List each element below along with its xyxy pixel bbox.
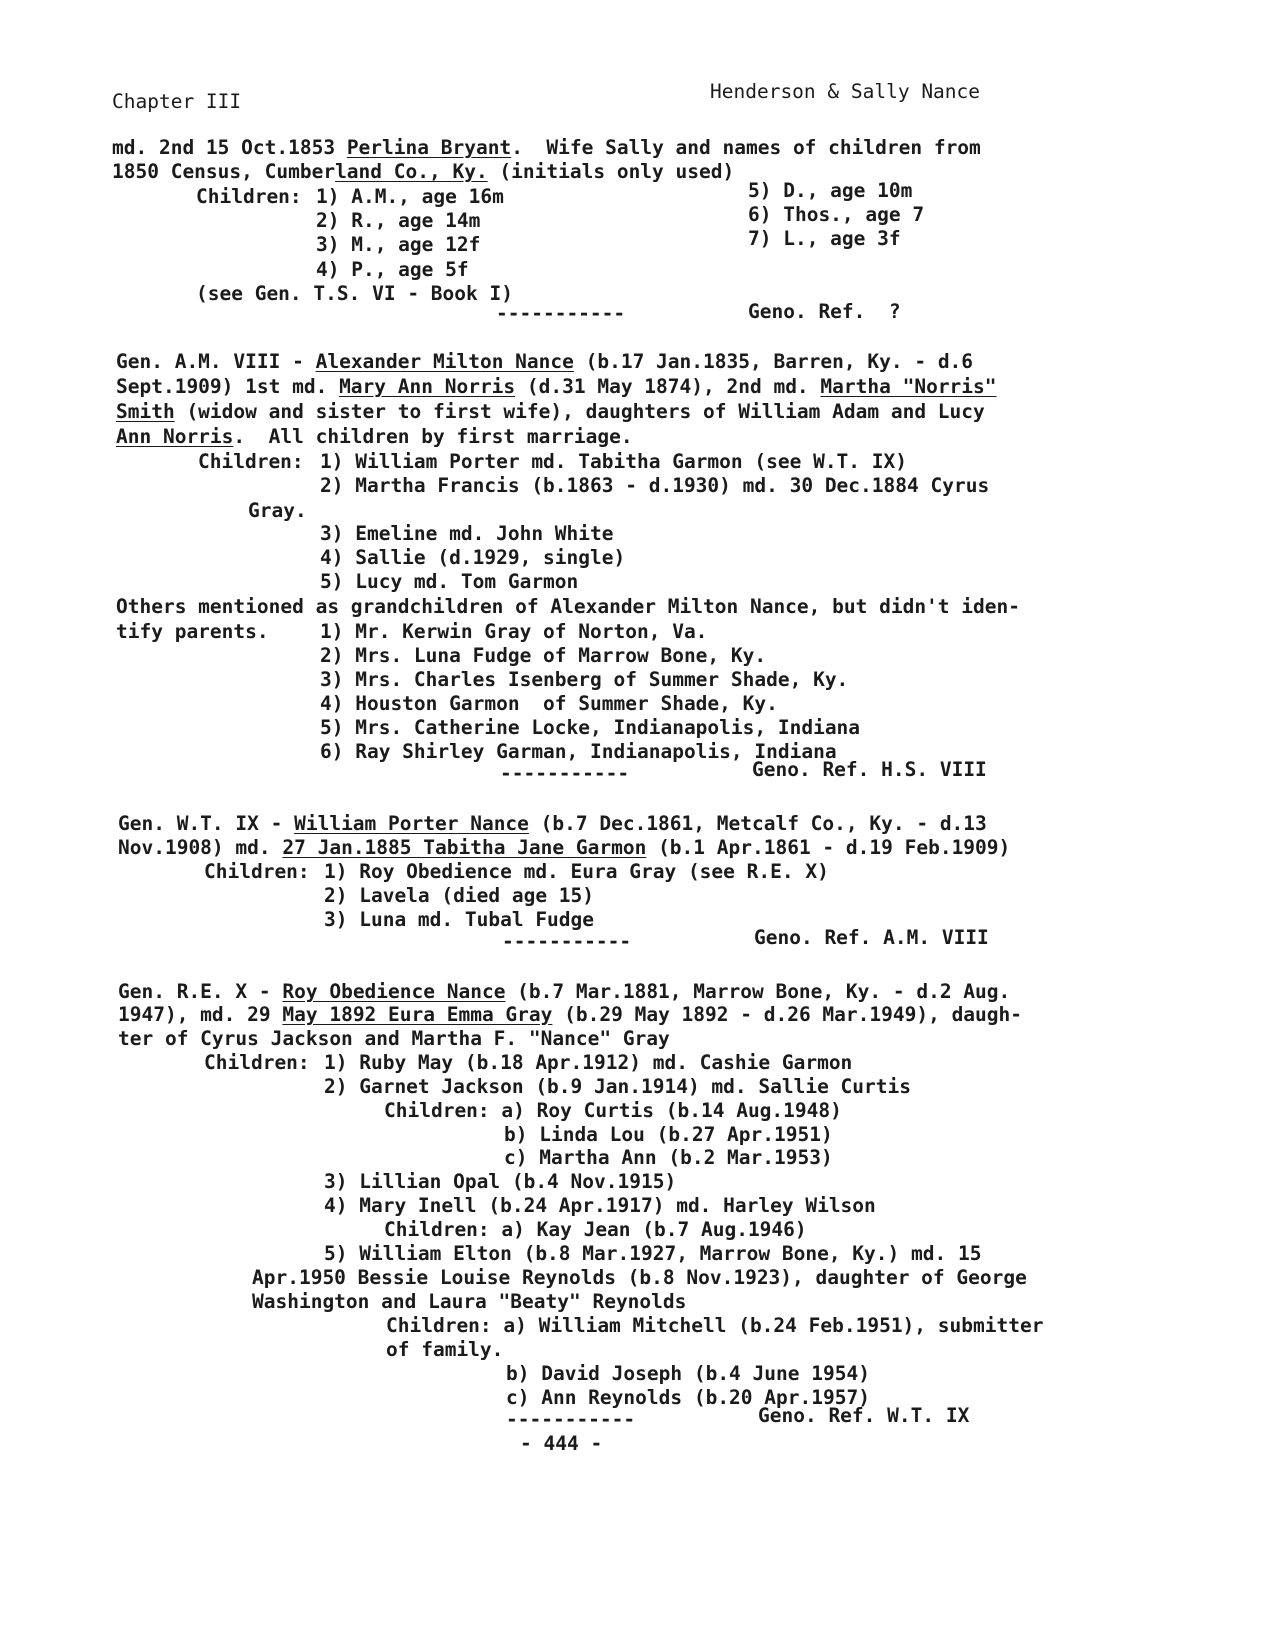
entry-am-line-4: Ann Norris. All children by first marriage.	[116, 425, 633, 448]
section-divider: -----------	[506, 1408, 636, 1431]
person-name: Roy Obedience Nance	[282, 980, 506, 1003]
child-entry: 2) Lavela (died age 15)	[324, 884, 595, 907]
grandchild-entry: b) David Joseph (b.4 June 1954)	[506, 1362, 870, 1385]
grandchild-entry: Children: a) Kay Jean (b.7 Aug.1946)	[384, 1218, 807, 1241]
entry-wt-line-2: Nov.1908) md. 27 Jan.1885 Tabitha Jane Garmon (b.1 Apr.1861 - d.19 Feb.1909)	[118, 836, 1011, 859]
child-entry: 4) Mary Inell (b.24 Apr.1917) md. Harley Wilson	[324, 1194, 876, 1217]
child-entry: 2) R., age 14m	[316, 209, 481, 232]
child-entry: 1) William Porter md. Tabitha Garmon (see W.T. IX)	[320, 450, 907, 473]
person-name: William Porter Nance	[294, 812, 529, 835]
section-divider: -----------	[500, 762, 630, 785]
child-entry: 3) M., age 12f	[316, 233, 481, 256]
geno-reference: Geno. Ref. H.S. VIII	[752, 758, 987, 781]
entry-am-line-1: Gen. A.M. VIII - Alexander Milton Nance (b.17 Jan.1835, Barren, Ky. - d.6	[116, 350, 974, 373]
others-mentioned: Others mentioned as grandchildren of Alexander Milton Nance, but didn't iden-	[116, 595, 1020, 618]
child-entry: 1) Ruby May (b.18 Apr.1912) md. Cashie Garmon	[324, 1051, 853, 1074]
child-entry: 3) Luna md. Tubal Fudge	[324, 908, 595, 931]
grandchild-entry: c) Martha Ann (b.2 Mar.1953)	[504, 1146, 833, 1169]
child-entry: 6) Thos., age 7	[748, 203, 925, 226]
person-name: Alexander Milton Nance	[315, 350, 574, 373]
child-entry: 7) L., age 3f	[748, 227, 901, 250]
child-entry: 3) Emeline md. John White	[320, 522, 614, 545]
grandchild-entry: 1) Mr. Kerwin Gray of Norton, Va.	[320, 620, 708, 643]
entry-re-line-3: ter of Cyrus Jackson and Martha F. "Nance" Gray	[118, 1027, 670, 1050]
running-title: Henderson & Sally Nance	[710, 80, 981, 103]
child-entry: 1) A.M., age 16m	[316, 185, 504, 208]
entry-re-line-1: Gen. R.E. X - Roy Obedience Nance (b.7 Mar.1881, Marrow Bone, Ky. - d.2 Aug.	[118, 980, 1011, 1003]
geno-reference: Geno. Ref. ?	[748, 300, 901, 323]
entry-am-line-3: Smith (widow and sister to first wife), daughters of William Adam and Lucy	[116, 400, 985, 423]
grandchild-entry: 4) Houston Garmon of Summer Shade, Ky.	[320, 692, 778, 715]
grandchild-entry: 2) Mrs. Luna Fudge of Marrow Bone, Ky.	[320, 644, 767, 667]
section-divider: -----------	[496, 302, 626, 325]
child-entry: 1) Roy Obedience md. Eura Gray (see R.E. X)	[324, 860, 829, 883]
others-mentioned-cont: tify parents.	[116, 620, 269, 643]
child-entry: 4) P., age 5f	[316, 258, 469, 281]
child-entry: 5) D., age 10m	[748, 179, 913, 202]
child-entry: 2) Martha Francis (b.1863 - d.1930) md. 30 Dec.1884 Cyrus	[320, 474, 990, 497]
chapter-heading: Chapter III	[112, 90, 242, 113]
entry-wt-line-1: Gen. W.T. IX - William Porter Nance (b.7 Dec.1861, Metcalf Co., Ky. - d.13	[118, 812, 987, 835]
children-label: Children:	[204, 1051, 310, 1074]
child-entry-continuation: Apr.1950 Bessie Louise Reynolds (b.8 Nov.1923), daughter of George	[252, 1266, 1027, 1289]
entry-am-line-2: Sept.1909) 1st md. Mary Ann Norris (d.31 May 1874), 2nd md. Martha "Norris"	[116, 375, 997, 398]
section-divider: -----------	[502, 930, 632, 953]
henderson-line-2: 1850 Census, Cumberland Co., Ky. (initials only used)	[112, 160, 735, 183]
grandchild-entry: Children: a) William Mitchell (b.24 Feb.1951), submitter	[386, 1314, 1044, 1337]
child-entry: 5) Lucy md. Tom Garmon	[320, 570, 579, 593]
page-number: - 444 -	[520, 1432, 603, 1455]
grandchild-entry: c) Ann Reynolds (b.20 Apr.1957)	[506, 1386, 870, 1409]
grandchild-entry: Children: a) Roy Curtis (b.14 Aug.1948)	[384, 1099, 842, 1122]
children-label: Children:	[196, 185, 302, 208]
henderson-line-1: md. 2nd 15 Oct.1853 Perlina Bryant. Wife Sally and names of children from	[112, 136, 981, 159]
children-label: Children:	[198, 450, 304, 473]
grandchild-entry: 5) Mrs. Catherine Locke, Indianapolis, Indiana	[320, 716, 861, 739]
grandchild-entry-continuation: of family.	[386, 1338, 504, 1361]
child-entry: 4) Sallie (d.1929, single)	[320, 546, 626, 569]
entry-re-line-2: 1947), md. 29 May 1892 Eura Emma Gray (b.29 May 1892 - d.26 Mar.1949), daugh-	[118, 1003, 1023, 1026]
grandchild-entry: 3) Mrs. Charles Isenberg of Summer Shade, Ky.	[320, 668, 849, 691]
child-entry-continuation: Gray.	[248, 499, 307, 522]
grandchild-entry: b) Linda Lou (b.27 Apr.1951)	[504, 1123, 833, 1146]
grandchild-entry: 6) Ray Shirley Garman, Indianapolis, Indiana	[320, 740, 837, 763]
spouse-name: Perlina Bryant	[346, 136, 512, 159]
geno-reference: Geno. Ref. W.T. IX	[758, 1404, 970, 1427]
cross-reference: (see Gen. T.S. VI - Book I)	[196, 282, 513, 305]
geno-reference: Geno. Ref. A.M. VIII	[754, 926, 989, 949]
child-entry: 2) Garnet Jackson (b.9 Jan.1914) md. Sallie Curtis	[324, 1075, 911, 1098]
child-entry: 5) William Elton (b.8 Mar.1927, Marrow Bone, Ky.) md. 15	[324, 1242, 982, 1265]
child-entry-continuation: Washington and Laura "Beaty" Reynolds	[252, 1290, 687, 1313]
children-label: Children:	[204, 860, 310, 883]
child-entry: 3) Lillian Opal (b.4 Nov.1915)	[324, 1170, 677, 1193]
